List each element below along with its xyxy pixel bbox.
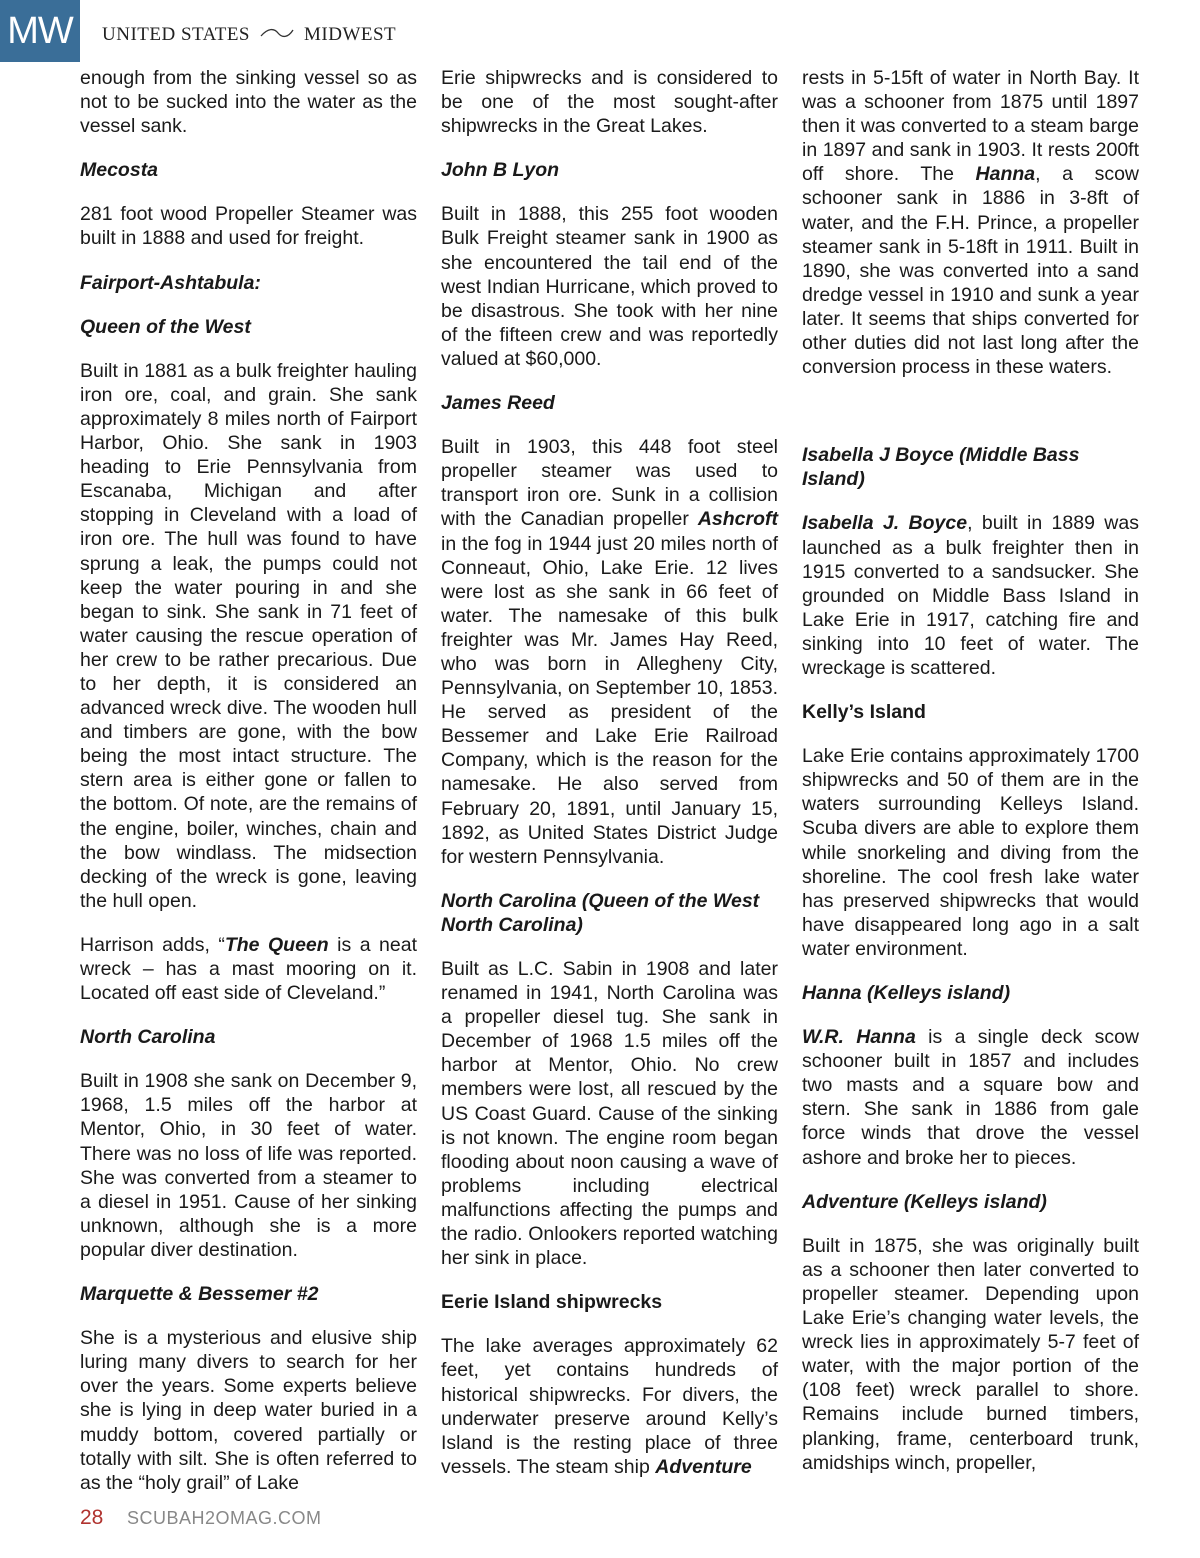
emphasis: Ashcroft bbox=[697, 508, 778, 531]
section-heading-john-b-lyon: John B Lyon bbox=[441, 159, 560, 182]
text-run: , built in 1889 was launched as a bulk freighter then in 1915 converted to a sandsucker. She grounded on Middle Bass Island in Lake Erie in 1917, catching fire and sinking into 10 feet of water. The wreckage is scattered. bbox=[802, 512, 1139, 679]
text-run: is a single deck scow schooner built in 1857 and includes two masts and a square bow and stern. She sank in 1886 from gale force winds that drove the vessel ashore and broke her to pieces. bbox=[802, 1026, 1139, 1169]
text-run: is a neat wreck – has a mast mooring on it. Located off east side of Cleveland.” bbox=[80, 933, 417, 1005]
section-tab bbox=[0, 0, 80, 62]
text-run: Built in 1903, this 448 foot steel propeller steamer was used to transport iron ore. Sunk in a collision with the Canadian propeller bbox=[441, 436, 778, 531]
paragraph: enough from the sinking vessel so as not to be sucked into the water as the vessel sank. bbox=[80, 67, 417, 138]
page-number: 28 bbox=[80, 1506, 104, 1529]
paragraph-wr-hanna bbox=[802, 1025, 1139, 1170]
paragraph: Built as L.C. Sabin in 1908 and later renamed in 1941, North Carolina was a propeller diesel tug. She sank in December of 1968 1.5 miles off the harbor at Mentor, Ohio. No crew members were lost, all rescued by the US Coast Guard. Cause of the sinking is not known. The engine room began flooding about noon causing a wave of problems including electrical malfunctions affecting the pumps and the radio. Onlookers reported watching her sink in place. bbox=[441, 958, 778, 1270]
emphasis: Hanna bbox=[975, 163, 1036, 186]
paragraph: Erie shipwrecks and is considered to be one of the most sought-after shipwrecks in the Great Lakes. bbox=[441, 67, 778, 138]
footer-site-url: SCUBAH2OMAG.COM bbox=[127, 1508, 322, 1528]
swash-icon bbox=[260, 24, 294, 46]
running-header bbox=[102, 22, 396, 48]
section-heading-fairport: Fairport-Ashtabula: bbox=[80, 271, 261, 294]
paragraph: Lake Erie contains approximately 1700 shipwrecks and 50 of them are in the waters surrounding Kelleys Island. Scuba divers are able to explore them while snorkeling and diving from the shoreline. The cool fresh lake water has preserved shipwrecks that would have disappeared long ago in a salt water environment. bbox=[802, 745, 1139, 960]
paragraph: Built in 1888, this 255 foot wooden Bulk Freight steamer sank in 1900 as she encountered the tail end of the west Indian Hurricane, which proved to be disastrous. She took with her nine of the fifteen crew and was reportedly valued at $60,000. bbox=[441, 203, 778, 370]
text-run: The lake averages approximately 62 feet, yet contains hundreds of historical shipwrecks. For divers, the underwater preserve around Kelly’s Island is the resting place of three vessels. The steam ship bbox=[441, 1335, 778, 1478]
section-heading-hanna: Hanna (Kelleys island) bbox=[802, 982, 1011, 1004]
section-heading-eerie-island: Eerie Island shipwrecks bbox=[441, 1291, 663, 1314]
section-heading-adventure: Adventure (Kelleys island) bbox=[802, 1190, 1047, 1213]
section-heading-queen-of-the-west: Queen of the West bbox=[80, 315, 251, 338]
paragraph: Built in 1908 she sank on December 9, 1968, 1.5 miles off the harbor at Mentor, Ohio, in 30 feet of water. There was no loss of life was reported. She was converted from a steamer to a diesel in 1951. Cause of her sinking unknown, although she is a more popular diver destination. bbox=[80, 1070, 417, 1261]
paragraph-eerie bbox=[441, 1334, 778, 1479]
paragraph: Built in 1881 as a bulk freighter hauling iron ore, coal, and grain. She sank approximately 8 miles north of Fairport Harbor, Ohio. She sank in 1903 heading to Erie Pennsylvania from Escanaba, Michigan and after stopping in Cleveland with a load of iron ore. The hull was found to have sprung a leak, the pumps could not keep the water pouring in and she began to sink. She sank in 71 feet of water causing the rescue operation of her crew to be rather precarious. Due to her depth, it is considered an advanced wreck dive. The wooden hull and timbers are gone, with the bow being the most intact structure. The stern area is either gone or fallen to the bottom. Of note, are the remains of the engine, boiler, winches, chain and the bow windlass. The midsection decking of the wreck is gone, leaving the hull open. bbox=[80, 359, 417, 912]
section-heading-marquette-bessemer: Marquette & Bessemer #2 bbox=[80, 1283, 319, 1306]
section-heading-isabella-boyce: Isabella J Boyce (Middle Bass Island) bbox=[802, 444, 1080, 491]
section-heading-james-reed: James Reed bbox=[441, 392, 555, 415]
paragraph-north-bay bbox=[802, 66, 1139, 379]
section-heading-north-carolina-queen: North Carolina (Queen of the West North Carolina) bbox=[441, 889, 760, 936]
text-run: Harrison adds, “ bbox=[80, 933, 225, 956]
section-heading-kellys-island: Kelly’s Island bbox=[802, 701, 926, 724]
text-run: in the fog in 1944 just 20 miles north of Conneaut, Ohio, Lake Erie. 12 lives were lost as she sank in 66 feet of water. The namesake of this bulk freighter was Mr. James Hay Reed, who was born in Allegheny City, Pennsylvania, on September 10, 1853. He served as president of the Bessemer and Lake Erie Railroad Company, which is the reason for the namesake. He also served from February 20, 1891, until January 15, 1892, as United States District Judge for western Pennsylvania. bbox=[441, 532, 778, 868]
paragraph: Built in 1875, she was originally built as a schooner then later converted to propeller steamer. Depending upon Lake Erie’s changing water levels, the wreck lies in approximately 5-7 feet of water, with the major portion of the (108 feet) wreck parallel to shore. Remains include burned timbers, planking, frame, centerboard trunk, amidships winch, propeller, bbox=[802, 1234, 1139, 1474]
header-region: MIDWEST bbox=[304, 24, 397, 45]
column-2 bbox=[441, 66, 778, 1479]
emphasis: Isabella J. Boyce bbox=[802, 512, 968, 535]
paragraph-isabella-boyce bbox=[802, 511, 1139, 680]
header-country: UNITED STATES bbox=[102, 24, 250, 45]
paragraph-harrison bbox=[80, 933, 417, 1005]
emphasis: Adventure bbox=[655, 1455, 752, 1478]
column-1 bbox=[80, 66, 417, 1495]
text-run: rests in 5-15ft of water in North Bay. It was a schooner from 1875 until 1897 then it was converted to a steam barge in 1897 and sank in 1903. It rests 200ft off shore. The bbox=[802, 67, 1139, 186]
section-heading-mecosta: Mecosta bbox=[80, 159, 159, 182]
paragraph: She is a mysterious and elusive ship luring many divers to search for her over the years. Some experts believe she is lying in deep water buried in a muddy bottom, covered partially or totally with silt. She is often referred to as the “holy grail” of Lake bbox=[80, 1327, 417, 1494]
column-3 bbox=[802, 66, 1139, 1475]
paragraph: 281 foot wood Propeller Steamer was built in 1888 and used for freight. bbox=[80, 203, 417, 250]
emphasis: The Queen bbox=[224, 933, 329, 956]
emphasis: W.R. Hanna bbox=[802, 1026, 916, 1049]
spacer bbox=[802, 399, 1139, 443]
section-tab-label: MW bbox=[7, 9, 73, 52]
section-heading-north-carolina: North Carolina bbox=[80, 1026, 216, 1049]
paragraph-james-reed bbox=[441, 435, 778, 869]
text-run: , a scow schooner sank in 1886 in 3-8ft of water, and the F.H. Prince, a propeller steamer sank in 5-18ft in 1911. Built in 1890, she was converted into a sand dredge vessel in 1910 and sunk a year later. It seems that ships converted for other duties did not last long after the conversion process in these waters. bbox=[802, 163, 1139, 379]
